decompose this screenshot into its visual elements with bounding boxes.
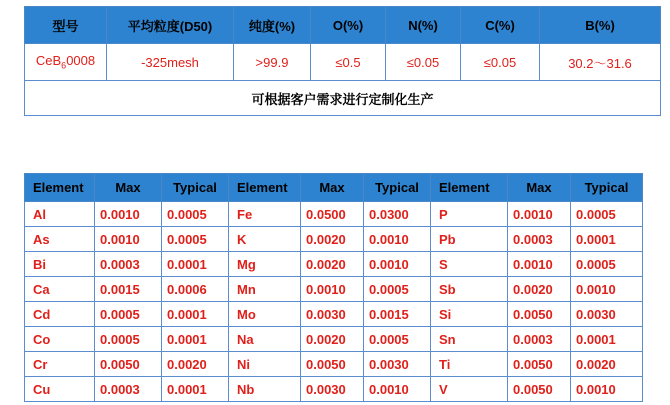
table-row [25, 227, 643, 252]
spec-header-c: C(%) [461, 7, 540, 44]
table-row [25, 352, 643, 377]
element-cell: Mo [229, 302, 301, 327]
typical-cell: 0.0015 [364, 302, 431, 327]
header-element: Element [229, 174, 301, 202]
spec-header-row [25, 7, 661, 44]
table-row [25, 302, 643, 327]
max-cell: 0.0030 [301, 302, 364, 327]
spec-header-model: 型号 [25, 7, 107, 44]
header-element: Element [431, 174, 508, 202]
impurity-element-table [24, 173, 643, 402]
element-cell: Sn [431, 327, 508, 352]
element-cell: Mg [229, 252, 301, 277]
table-row [25, 377, 643, 402]
typical-cell: 0.0005 [162, 202, 229, 227]
spec-header-o: O(%) [311, 7, 386, 44]
element-cell: Fe [229, 202, 301, 227]
max-cell: 0.0003 [95, 252, 162, 277]
spec-header-n: N(%) [386, 7, 461, 44]
spec-value-row [25, 44, 661, 81]
typical-cell: 0.0010 [364, 377, 431, 402]
typical-cell: 0.0001 [571, 327, 643, 352]
spec-model-cell [25, 44, 107, 81]
max-cell: 0.0050 [301, 352, 364, 377]
header-typical: Typical [571, 174, 643, 202]
element-cell: Bi [25, 252, 95, 277]
table-row [25, 277, 643, 302]
element-cell: Cr [25, 352, 95, 377]
max-cell: 0.0010 [508, 202, 571, 227]
element-cell: As [25, 227, 95, 252]
element-cell: Mn [229, 277, 301, 302]
element-cell: P [431, 202, 508, 227]
element-cell: Ni [229, 352, 301, 377]
max-cell: 0.0050 [95, 352, 162, 377]
typical-cell: 0.0001 [162, 302, 229, 327]
element-cell: Co [25, 327, 95, 352]
model-subscript: 6 [61, 60, 67, 71]
header-max: Max [508, 174, 571, 202]
max-cell: 0.0003 [95, 377, 162, 402]
model-prefix: CeB [35, 53, 62, 69]
max-cell: 0.0010 [508, 252, 571, 277]
spec-header-b: B(%) [540, 7, 661, 44]
table-row [25, 327, 643, 352]
spec-o-cell: ≤0.5 [311, 44, 386, 81]
typical-cell: 0.0005 [364, 277, 431, 302]
element-cell: Cd [25, 302, 95, 327]
table-row [25, 202, 643, 227]
typical-cell: 0.0020 [162, 352, 229, 377]
spec-note-row [25, 81, 661, 116]
typical-cell: 0.0300 [364, 202, 431, 227]
spec-purity-cell: >99.9 [234, 44, 311, 81]
spec-d50-cell: -325mesh [107, 44, 234, 81]
element-cell: Pb [431, 227, 508, 252]
typical-cell: 0.0001 [162, 377, 229, 402]
typical-cell: 0.0010 [364, 227, 431, 252]
element-cell: K [229, 227, 301, 252]
max-cell: 0.0020 [301, 227, 364, 252]
typical-cell: 0.0010 [571, 377, 643, 402]
typical-cell: 0.0030 [364, 352, 431, 377]
typical-cell: 0.0005 [364, 327, 431, 352]
typical-cell: 0.0005 [571, 202, 643, 227]
header-typical: Typical [364, 174, 431, 202]
typical-cell: 0.0030 [571, 302, 643, 327]
typical-cell: 0.0001 [162, 327, 229, 352]
typical-cell: 0.0001 [162, 252, 229, 277]
max-cell: 0.0005 [95, 327, 162, 352]
element-cell: Si [431, 302, 508, 327]
spec-header-d50: 平均粒度(D50) [107, 7, 234, 44]
max-cell: 0.0050 [508, 377, 571, 402]
model-suffix: 0008 [66, 53, 96, 69]
header-typical: Typical [162, 174, 229, 202]
typical-cell: 0.0001 [571, 227, 643, 252]
max-cell: 0.0500 [301, 202, 364, 227]
typical-cell: 0.0006 [162, 277, 229, 302]
customization-note: 可根据客户需求进行定制化生产 [25, 81, 661, 116]
max-cell: 0.0050 [508, 352, 571, 377]
spec-header-purity: 纯度(%) [234, 7, 311, 44]
max-cell: 0.0015 [95, 277, 162, 302]
max-cell: 0.0010 [301, 277, 364, 302]
typical-cell: 0.0005 [571, 252, 643, 277]
spec-b-cell: 30.2～31.6 [540, 44, 661, 81]
typical-cell: 0.0010 [364, 252, 431, 277]
max-cell: 0.0003 [508, 327, 571, 352]
element-cell: Al [25, 202, 95, 227]
element-cell: V [431, 377, 508, 402]
max-cell: 0.0020 [301, 327, 364, 352]
typical-cell: 0.0010 [571, 277, 643, 302]
max-cell: 0.0003 [508, 227, 571, 252]
max-cell: 0.0030 [301, 377, 364, 402]
element-cell: Ca [25, 277, 95, 302]
element-cell: Cu [25, 377, 95, 402]
spec-c-cell: ≤0.05 [461, 44, 540, 81]
max-cell: 0.0010 [95, 227, 162, 252]
typical-cell: 0.0020 [571, 352, 643, 377]
element-table-body [25, 202, 643, 402]
header-max: Max [95, 174, 162, 202]
max-cell: 0.0010 [95, 202, 162, 227]
spec-n-cell: ≤0.05 [386, 44, 461, 81]
element-cell: Na [229, 327, 301, 352]
element-cell: Nb [229, 377, 301, 402]
max-cell: 0.0050 [508, 302, 571, 327]
header-max: Max [301, 174, 364, 202]
spec-table [24, 6, 661, 116]
table-row [25, 252, 643, 277]
header-element: Element [25, 174, 95, 202]
element-header-row [25, 174, 643, 202]
max-cell: 0.0020 [508, 277, 571, 302]
max-cell: 0.0020 [301, 252, 364, 277]
element-cell: Sb [431, 277, 508, 302]
max-cell: 0.0005 [95, 302, 162, 327]
typical-cell: 0.0005 [162, 227, 229, 252]
element-cell: S [431, 252, 508, 277]
element-cell: Ti [431, 352, 508, 377]
